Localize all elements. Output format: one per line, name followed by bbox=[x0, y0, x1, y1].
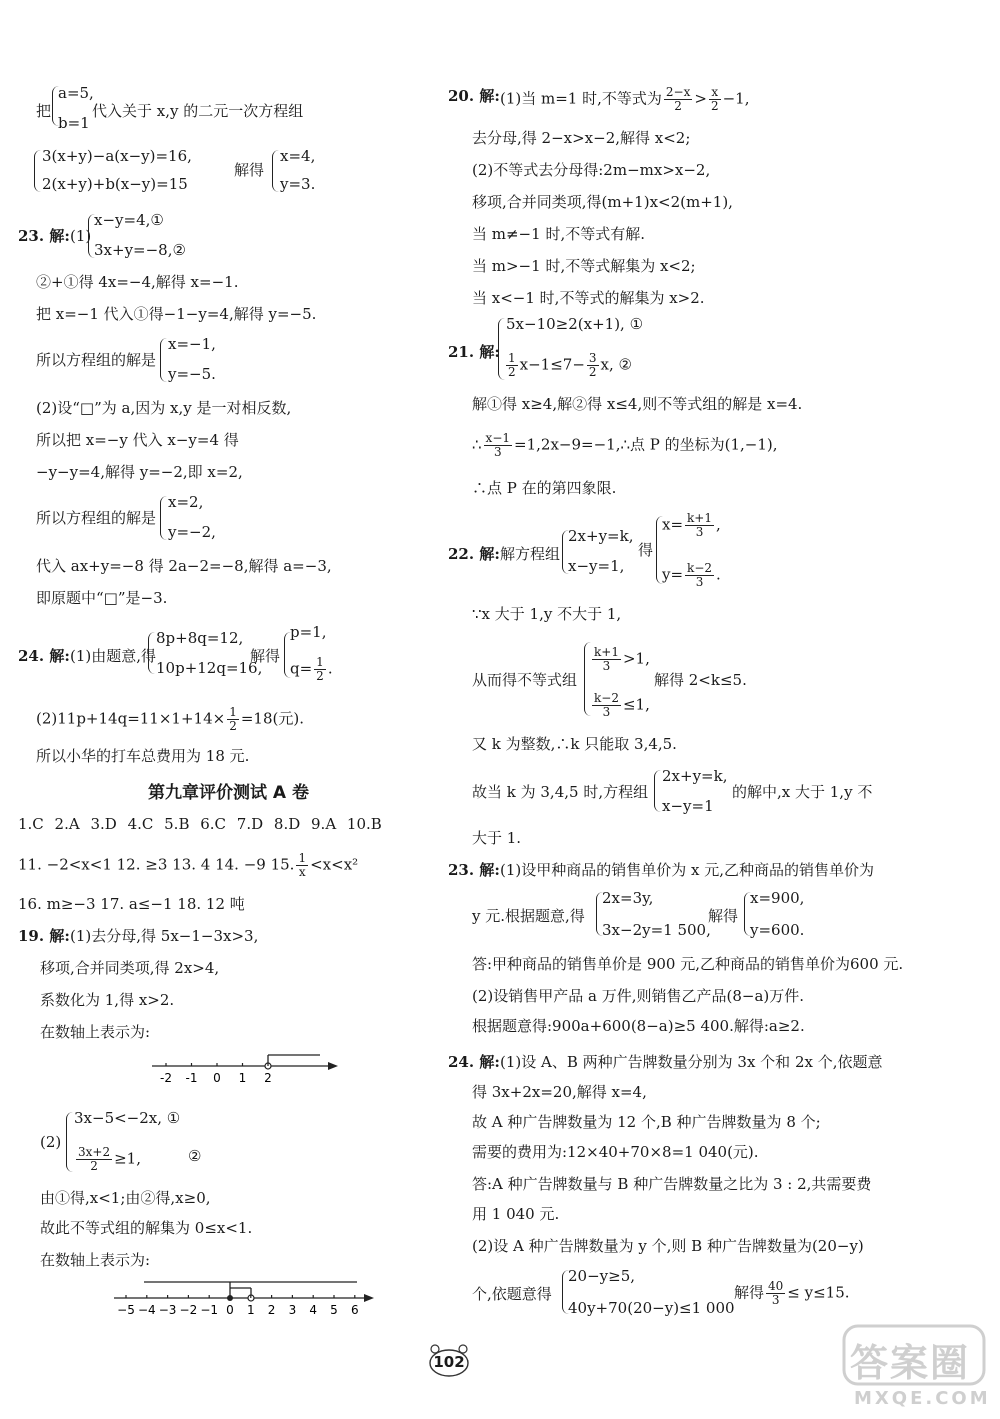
equation: x=−1, bbox=[168, 335, 216, 353]
equation: x−y=1 bbox=[662, 797, 714, 815]
equation: x=2, bbox=[168, 493, 204, 511]
equation: p=1, bbox=[290, 623, 327, 641]
text: −1, bbox=[722, 89, 750, 108]
question-number: 23. 解: bbox=[448, 861, 500, 879]
fraction bbox=[587, 352, 599, 379]
tick-label: −1 bbox=[200, 1303, 219, 1317]
equation bbox=[504, 352, 632, 379]
fraction bbox=[506, 352, 518, 379]
fraction bbox=[592, 646, 621, 673]
text-line: 即原题中“□”是−3. bbox=[36, 589, 168, 607]
number-line-2 bbox=[112, 1276, 377, 1318]
text: =1,2x−9=−1,∴点 P 的坐标为(1,−1), bbox=[514, 435, 778, 454]
text-line: 所以小华的打车总费用为 18 元. bbox=[36, 747, 250, 765]
text-line: 去分母,得 2−x>x−2,解得 x<2; bbox=[472, 129, 691, 147]
numerator: 1 bbox=[229, 705, 237, 719]
brace bbox=[160, 496, 167, 540]
text: x−1≤7− bbox=[519, 355, 585, 374]
text-line bbox=[734, 1280, 850, 1307]
text: =18(元). bbox=[240, 709, 304, 728]
fraction bbox=[709, 86, 721, 113]
equation: 3(x+y)−a(x−y)=16, bbox=[42, 147, 192, 165]
equation: y= $\frac{k-2}{3}$ . bbox=[662, 561, 721, 589]
denominator: 2 bbox=[508, 365, 516, 379]
text-line: (1)当 m=1 时,不等式为 $\frac{2-x}{2}$ > $\frac{x}{2}$ −1, bbox=[500, 85, 750, 113]
numerator: k+1 bbox=[594, 645, 619, 659]
brace bbox=[148, 632, 155, 674]
question-number: 23. 解: bbox=[18, 227, 70, 245]
text-line: 移项,合并同类项,得(m+1)x<2(m+1), bbox=[472, 193, 733, 211]
numerator: 1 bbox=[298, 851, 307, 865]
denominator: 3 bbox=[493, 445, 502, 459]
fraction bbox=[685, 562, 714, 589]
text: (1)当 m=1 时,不等式为 bbox=[500, 89, 662, 108]
fraction bbox=[766, 1280, 785, 1307]
text: ≤ y≤15. bbox=[787, 1283, 850, 1302]
tick-label: −4 bbox=[137, 1303, 156, 1317]
brace bbox=[34, 150, 41, 192]
tick-label: 1 bbox=[238, 1071, 247, 1085]
equation: 2x=3y, bbox=[602, 889, 654, 907]
tick-label: −3 bbox=[158, 1303, 177, 1317]
tick-label: 0 bbox=[226, 1303, 234, 1317]
numerator: 1 bbox=[316, 655, 324, 669]
tick-label: 6 bbox=[350, 1303, 359, 1317]
text-line: (1)由题意,得 bbox=[70, 647, 157, 665]
question-number: 19. 解: bbox=[18, 927, 70, 945]
text-line: 解得 2<k≤5. bbox=[654, 671, 747, 689]
text-line: 所以方程组的解是 bbox=[36, 509, 157, 527]
tick-label: -1 bbox=[185, 1071, 198, 1085]
answer-row bbox=[18, 852, 358, 879]
text-line: 代入 ax+y=−8 得 2a−2=−8,解得 a=−3, bbox=[36, 557, 332, 575]
tick-label: 5 bbox=[330, 1303, 338, 1317]
text-line: (2) bbox=[40, 1133, 62, 1151]
fraction bbox=[592, 692, 621, 719]
watermark-url: MXQE.COM bbox=[854, 1388, 991, 1409]
text: y= bbox=[662, 565, 684, 584]
fraction bbox=[484, 432, 512, 459]
denominator: 3 bbox=[695, 525, 704, 539]
denominator: 3 bbox=[602, 705, 611, 719]
equation: 40y+70(20−y)≤1 000 bbox=[568, 1299, 735, 1317]
text-line: ② bbox=[188, 1147, 202, 1165]
denominator: 2 bbox=[674, 99, 682, 113]
tick-label: 4 bbox=[309, 1303, 318, 1317]
text-line: 当 x<−1 时,不等式的解集为 x>2. bbox=[472, 289, 705, 307]
denominator: 2 bbox=[588, 365, 597, 379]
text-line: (2)不等式去分母得:2m−mx>x−2, bbox=[472, 161, 711, 179]
text-line: 所以方程组的解是 bbox=[36, 351, 157, 369]
equation: 2(x+y)+b(x−y)=15 bbox=[42, 175, 188, 193]
brace bbox=[66, 1112, 73, 1172]
equation bbox=[590, 646, 650, 673]
text-line: (1)设 A、B 两种广告牌数量分别为 3x 个和 2x 个,依题意 bbox=[500, 1053, 883, 1071]
text-line: 由①得,x<1;由②得,x≥0, bbox=[40, 1189, 211, 1207]
denominator: 3 bbox=[695, 575, 704, 589]
text-line: (1)去分母,得 5x−1−3x>3, bbox=[70, 927, 259, 945]
text-line: ∵x 大于 1,y 不大于 1, bbox=[472, 605, 622, 623]
text-line: 解得 bbox=[234, 161, 265, 179]
tick-label: 0 bbox=[213, 1071, 221, 1085]
denominator: 3 bbox=[771, 1293, 780, 1307]
numerator: 1 bbox=[508, 351, 516, 365]
text: ∴ bbox=[472, 435, 482, 454]
tick-label: −2 bbox=[179, 1303, 198, 1317]
equation: x=900, bbox=[750, 889, 805, 907]
numerator: k+1 bbox=[687, 511, 712, 525]
text-line: 解得 bbox=[250, 647, 281, 665]
tick-label: −5 bbox=[117, 1303, 135, 1317]
tick-label: 2 bbox=[267, 1303, 276, 1317]
question-number: 22. 解: bbox=[448, 545, 500, 563]
text-line: b=1 bbox=[58, 114, 90, 132]
equation: x−y=1, bbox=[568, 557, 625, 575]
fraction bbox=[685, 512, 714, 539]
page-number: 102 bbox=[433, 1353, 465, 1371]
numerator: x bbox=[709, 86, 721, 100]
text-line: 移项,合并同类项,得 2x>4, bbox=[40, 959, 220, 977]
text-line: 故 A 种广告牌数量为 12 个,B 种广告牌数量为 8 个; bbox=[472, 1113, 821, 1131]
text: <x<x² bbox=[310, 855, 359, 874]
equation bbox=[590, 692, 650, 719]
text-line: 的解中,x 大于 1,y 不 bbox=[732, 783, 873, 801]
denominator: 3 bbox=[602, 659, 611, 673]
text-line: (1)设甲种商品的销售单价为 x 元,乙种商品的销售单价为 bbox=[500, 861, 875, 879]
text-line: 得 bbox=[638, 541, 654, 559]
equation: 2x+y=k, bbox=[662, 767, 728, 785]
fraction bbox=[76, 1146, 112, 1173]
answer-row: 16. m≥−3 17. a≤−1 18. 12 吨 bbox=[18, 895, 245, 913]
question-number: 21. 解: bbox=[448, 343, 500, 361]
equation: 2x+y=k, bbox=[568, 527, 634, 545]
numerator: 3 bbox=[588, 351, 597, 365]
equation: q= $\frac{1}{2}$ . bbox=[290, 655, 333, 683]
text-line: 把 x=−1 代入①得−1−y=4,解得 y=−5. bbox=[36, 305, 317, 323]
watermark-logo bbox=[842, 1322, 992, 1414]
numerator: 40 bbox=[768, 1279, 784, 1293]
text-line: 用 1 040 元. bbox=[472, 1205, 560, 1223]
text-line: 需要的费用为:12×40+70×8=1 040(元). bbox=[472, 1143, 759, 1161]
brace bbox=[272, 150, 279, 192]
denominator: 2 bbox=[710, 99, 719, 113]
fraction bbox=[314, 656, 326, 683]
equation bbox=[74, 1146, 141, 1173]
numerator: k−2 bbox=[594, 691, 619, 705]
text-line: 故当 k 为 3,4,5 时,方程组 bbox=[472, 783, 649, 801]
equation: 3x−5<−2x, ① bbox=[74, 1109, 181, 1127]
text-line: 大于 1. bbox=[472, 829, 522, 847]
equation: y=−2, bbox=[168, 523, 216, 541]
numerator: 2−x bbox=[665, 85, 691, 99]
text-line: 个,依题意得 bbox=[472, 1285, 552, 1303]
text-line: ②+①得 4x=−4,解得 x=−1. bbox=[36, 273, 239, 291]
text-line: 解①得 x≥4,解②得 x≤4,则不等式组的解是 x=4. bbox=[472, 395, 803, 413]
text-line: 系数化为 1,得 x>2. bbox=[40, 991, 175, 1009]
text-line: 解方程组 bbox=[500, 545, 561, 563]
equation: 20−y≥5, bbox=[568, 1267, 636, 1285]
equation: y=−5. bbox=[168, 365, 216, 383]
denominator: 2 bbox=[90, 1159, 98, 1173]
text-line bbox=[36, 706, 304, 733]
text-line: 答:甲种商品的销售单价是 900 元,乙种商品的销售单价为600 元. bbox=[472, 955, 904, 973]
brace bbox=[654, 770, 661, 812]
denominator: 2 bbox=[316, 669, 324, 683]
fraction bbox=[227, 706, 239, 733]
equation: 3x+y=−8,② bbox=[94, 241, 186, 259]
text: 解得 bbox=[734, 1283, 765, 1302]
question-number: 24. 解: bbox=[448, 1053, 500, 1071]
question-number: 24. 解: bbox=[18, 647, 70, 665]
text: ≤1, bbox=[622, 695, 650, 714]
text: >1, bbox=[622, 649, 650, 668]
text-line: 所以把 x=−y 代入 x−y=4 得 bbox=[36, 431, 239, 449]
text-line: ∴点 P 在的第四象限. bbox=[472, 479, 617, 497]
text-line: 在数轴上表示为: bbox=[40, 1251, 151, 1269]
answer-row: 1.C 2.A 3.D 4.C 5.B 6.C 7.D 8.D 9.A 10.B bbox=[18, 815, 382, 833]
text-line: 代入关于 x,y 的二元一次方程组 bbox=[92, 102, 304, 120]
equation: 5x−10≥2(x+1), ① bbox=[506, 315, 644, 333]
equation: 3x−2y=1 500, bbox=[602, 921, 711, 939]
text-line bbox=[472, 432, 778, 459]
numerator: 3x+2 bbox=[78, 1145, 111, 1159]
question-number: 20. 解: bbox=[448, 87, 500, 105]
text-line: 故此不等式组的解集为 0≤x<1. bbox=[40, 1219, 253, 1237]
denominator: x bbox=[298, 865, 306, 879]
tick-label: 3 bbox=[288, 1303, 297, 1317]
equation: x−y=4,① bbox=[94, 211, 164, 229]
fraction bbox=[664, 86, 692, 113]
equation: 10p+12q=16, bbox=[156, 659, 263, 677]
text-line: (2)设“□”为 a,因为 x,y 是一对相反数, bbox=[36, 399, 292, 417]
text-line: −y−y=4,解得 y=−2,即 x=2, bbox=[36, 463, 243, 481]
text: ≥1, bbox=[114, 1149, 141, 1168]
text-line: y 元.根据题意,得 bbox=[472, 907, 585, 925]
page-number-badge bbox=[426, 1344, 472, 1378]
brace bbox=[160, 338, 167, 382]
number-line-1 bbox=[150, 1052, 340, 1088]
text-line: 从而得不等式组 bbox=[472, 671, 578, 689]
text-line: 得 3x+2x=20,解得 x=4, bbox=[472, 1083, 647, 1101]
chapter-title: 第九章评价测试 A 卷 bbox=[148, 783, 309, 803]
text-line: 把 bbox=[36, 102, 52, 120]
watermark-text: 答案圈 bbox=[850, 1341, 971, 1385]
text-line: 根据题意得:900a+600(8−a)≥5 400.解得:a≥2. bbox=[472, 1017, 805, 1035]
tick-label: 1 bbox=[246, 1303, 255, 1317]
text-line: (2)设销售甲产品 a 万件,则销售乙产品(8−a)万件. bbox=[472, 987, 805, 1005]
text: x= bbox=[662, 515, 684, 534]
numerator: k−2 bbox=[687, 561, 713, 575]
text-line: (1) bbox=[70, 227, 92, 245]
text: q= bbox=[290, 659, 313, 678]
text-line: 解得 bbox=[708, 907, 739, 925]
text-line: 在数轴上表示为: bbox=[40, 1023, 151, 1041]
equation: y=3. bbox=[280, 175, 316, 193]
equation: x=4, bbox=[280, 147, 316, 165]
text-line: 当 m>−1 时,不等式解集为 x<2; bbox=[472, 257, 696, 275]
numerator: x−1 bbox=[485, 431, 511, 445]
equation: 8p+8q=12, bbox=[156, 629, 244, 647]
fraction bbox=[296, 852, 308, 879]
text: x, ② bbox=[600, 355, 632, 374]
text-line: 答:A 种广告牌数量与 B 种广告牌数量之比为 3 : 2,共需要费 bbox=[472, 1175, 872, 1193]
text-line: 当 m≠−1 时,不等式有解. bbox=[472, 225, 645, 243]
text: (2)11p+14q=11×1+14× bbox=[36, 709, 226, 728]
denominator: 2 bbox=[229, 719, 237, 733]
equation: y=600. bbox=[750, 921, 805, 939]
text: 11. −2<x<1 12. ≥3 13. 4 14. −9 15. bbox=[18, 855, 295, 874]
text-line: (2)设 A 种广告牌数量为 y 个,则 B 种广告牌数量为(20−y) bbox=[472, 1237, 864, 1255]
tick-label: -2 bbox=[160, 1071, 172, 1085]
text-line: 又 k 为整数,∴k 只能取 3,4,5. bbox=[472, 735, 677, 753]
equation: x= $\frac{k+1}{3}$ , bbox=[662, 511, 721, 539]
text-line: a=5, bbox=[58, 84, 94, 102]
tick-label: 2 bbox=[264, 1071, 272, 1085]
